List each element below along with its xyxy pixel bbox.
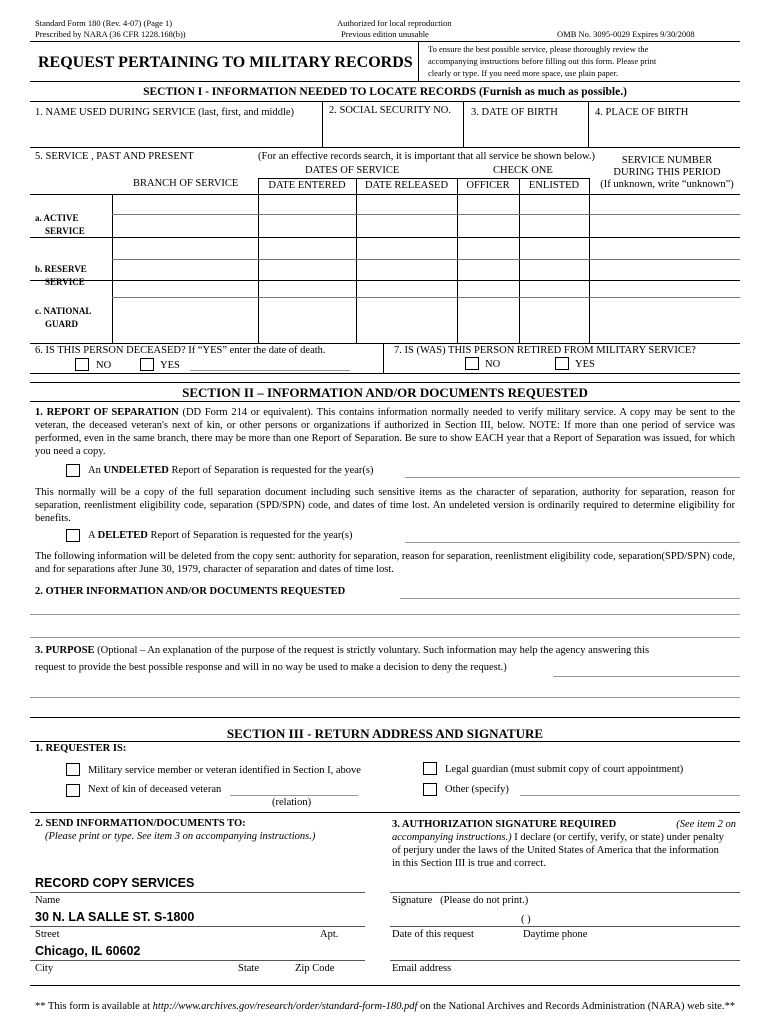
footer-note	[0, 1001, 770, 1012]
deleted-post: Report of Separation is requested for the year(s)	[147, 530, 353, 541]
field-pob-label: 4. PLACE OF BIRTH	[595, 107, 689, 118]
service-number-label	[594, 155, 740, 191]
row-active-service	[35, 212, 85, 238]
row-label-line1: a. ACTIVE	[35, 213, 79, 223]
instructions-note	[428, 43, 736, 79]
deceased-no-label: NO	[96, 360, 112, 371]
footer-post: on the National Archives and Records Administration (NARA) web site.**	[417, 1001, 735, 1012]
relation-label: (relation)	[272, 797, 312, 808]
death-date-input[interactable]	[190, 370, 350, 371]
apt-label: Apt.	[320, 929, 339, 940]
omb-number: OMB No. 3095-0029 Expires 9/30/2008	[557, 29, 695, 39]
street-label: Street	[35, 929, 60, 940]
undeleted-years-input[interactable]	[405, 477, 740, 478]
requester-kin-label: Next of kin of deceased veteran	[88, 784, 222, 795]
authorization-line-2: I declare (or certify, verify, or state) under penalty	[511, 832, 724, 843]
retired-yes-checkbox[interactable]	[555, 357, 569, 370]
deceased-yes-checkbox[interactable]	[140, 358, 154, 371]
send-to-note: (Please print or type. See item 3 on accompanying instructions.)	[45, 831, 316, 842]
footer-pre: ** This form is available at	[35, 1001, 153, 1012]
service-note: (For an effective records search, it is important that all service be shown below.)	[258, 151, 596, 162]
branch-label: BRANCH OF SERVICE	[133, 178, 239, 189]
row-label-line2: SERVICE	[45, 277, 85, 287]
service-number-line-2: DURING THIS PERIOD	[613, 167, 721, 178]
other-info-input-3[interactable]	[30, 637, 740, 638]
recipient-name-value[interactable]: RECORD COPY SERVICES	[35, 876, 195, 890]
undeleted-checkbox[interactable]	[66, 464, 80, 477]
signature-label	[392, 895, 528, 906]
purpose-heading: 3. PURPOSE	[35, 645, 95, 656]
row-label-line1: b. RESERVE	[35, 264, 87, 274]
authorization-line-4: in this Section III is true and correct.	[392, 858, 546, 869]
signature-input[interactable]	[392, 910, 740, 926]
retired-no-checkbox[interactable]	[465, 357, 479, 370]
deleted-note: The following information will be deleted from the copy sent: authority for separation, reason for separation, reenlistment eligibility code, separation(SPD/SPN) code, and for separations after June 30, 1979, character of separation and dates of time lost.	[35, 551, 735, 575]
retired-no-label: NO	[485, 359, 501, 370]
name-input[interactable]	[35, 126, 315, 144]
undeleted-bold: UNDELETED	[103, 465, 169, 476]
requester-member-checkbox[interactable]	[66, 763, 80, 776]
undeleted-post: Report of Separation is requested for the year(s)	[168, 465, 374, 476]
street-value[interactable]: 30 N. LA SALLE ST. S-1800	[35, 910, 195, 924]
form-id: Standard Form 180 (Rev. 4-07) (Page 1)	[35, 18, 173, 28]
purpose-text	[35, 645, 649, 656]
name-label: Name	[35, 895, 61, 906]
authorization-text	[392, 818, 736, 870]
dob-input[interactable]	[470, 126, 582, 144]
field-dob-label: 3. DATE OF BIRTH	[471, 107, 558, 118]
dates-of-service-label: DATES OF SERVICE	[305, 165, 400, 176]
requester-other-label: Other (specify)	[445, 784, 509, 795]
state-label: State	[238, 963, 259, 974]
signature-label-text: Signature	[392, 895, 433, 906]
row-label-line2: GUARD	[45, 319, 78, 329]
retired-yes-label: YES	[575, 359, 595, 370]
purpose-input-2[interactable]	[30, 697, 740, 698]
phone-label: Daytime phone	[523, 929, 588, 940]
other-info-label: 2. OTHER INFORMATION AND/OR DOCUMENTS REQUESTED	[35, 586, 346, 597]
purpose-text-2: request to provide the best possible response and will in no way be used to make a decision to deny the request.)	[35, 662, 507, 673]
section3-title: SECTION III - RETURN ADDRESS AND SIGNATURE	[226, 726, 544, 741]
authorization-line-3: of perjury under the laws of the United States of America that the information	[392, 845, 719, 856]
requester-guardian-label: Legal guardian (must submit copy of court appointment)	[445, 764, 684, 775]
authorization-heading: 3. AUTHORIZATION SIGNATURE REQUIRED	[392, 819, 617, 830]
phone-parens: ( )	[521, 914, 531, 925]
report-of-separation-heading: 1. REPORT OF SEPARATION	[35, 407, 179, 418]
deleted-label	[88, 530, 353, 541]
row-label-line1: c. NATIONAL	[35, 306, 92, 316]
signature-note: (Please do not print.)	[440, 895, 529, 906]
instructions-line-1: To ensure the best possible service, please thoroughly review the	[428, 44, 649, 54]
ssn-input[interactable]	[329, 126, 457, 144]
prescribed-text: Prescribed by NARA (36 CFR 1228.168(b))	[35, 29, 186, 39]
requester-other-checkbox[interactable]	[423, 783, 437, 796]
enlisted-header: ENLISTED	[528, 180, 580, 191]
requester-kin-checkbox[interactable]	[66, 784, 80, 797]
purpose-input-1[interactable]	[553, 676, 740, 677]
deceased-no-checkbox[interactable]	[75, 358, 89, 371]
undeleted-label	[88, 465, 374, 476]
section2-title: SECTION II – INFORMATION AND/OR DOCUMENTS REQUESTED	[182, 385, 588, 400]
service-number-line-3: (If unknown, write “unknown”)	[600, 179, 734, 190]
field-name-label: 1. NAME USED DURING SERVICE (last, first, and middle)	[35, 107, 295, 118]
instructions-line-2: accompanying instructions before filling out this form. Please print	[428, 56, 657, 66]
city-label: City	[35, 963, 54, 974]
service-number-line-1: SERVICE NUMBER	[621, 155, 713, 166]
check-one-label: CHECK ONE	[493, 165, 553, 176]
send-to-label: 2. SEND INFORMATION/DOCUMENTS TO:	[35, 818, 246, 829]
other-info-input-1[interactable]	[400, 598, 740, 599]
officer-header: OFFICER	[466, 180, 510, 191]
field-deceased-label: 6. IS THIS PERSON DECEASED? If “YES” enter the date of death.	[35, 345, 326, 356]
relation-input[interactable]	[230, 795, 358, 796]
date-entered-header: DATE ENTERED	[268, 180, 346, 191]
city-value[interactable]: Chicago, IL 60602	[35, 944, 141, 958]
undeleted-pre: An	[88, 465, 104, 476]
pob-input[interactable]	[595, 126, 735, 144]
authorized-text: Authorized for local reproduction	[337, 18, 452, 28]
email-input[interactable]	[392, 944, 740, 960]
deleted-years-input[interactable]	[405, 542, 740, 543]
email-label: Email address	[392, 963, 452, 974]
requester-label: 1. REQUESTER IS:	[35, 743, 127, 754]
zip-label: Zip Code	[295, 963, 335, 974]
row-label-line2: SERVICE	[45, 226, 85, 236]
field-retired-label: 7. IS (WAS) THIS PERSON RETIRED FROM MILITARY SERVICE?	[394, 345, 696, 356]
date-released-header: DATE RELEASED	[364, 180, 449, 191]
field-ssn-label: 2. SOCIAL SECURITY NO.	[329, 105, 452, 116]
footer-url[interactable]: http://www.archives.gov/research/order/standard-form-180.pdf	[152, 1001, 418, 1012]
deceased-yes-label: YES	[160, 360, 180, 371]
deleted-bold: DELETED	[97, 530, 148, 541]
deleted-pre: A	[88, 530, 98, 541]
other-info-input-2[interactable]	[30, 614, 740, 615]
purpose-body: (Optional – An explanation of the purpose of the request is strictly voluntary. Such information may help the agency answering this	[94, 645, 650, 656]
authorization-ref: (See item 2 on	[676, 819, 736, 830]
date-label: Date of this request	[392, 929, 474, 940]
previous-edition-text: Previous edition unusable	[341, 29, 429, 39]
field-service-label: 5. SERVICE , PAST AND PRESENT	[35, 151, 194, 162]
row-national-guard	[35, 305, 91, 331]
deleted-checkbox[interactable]	[66, 529, 80, 542]
report-of-separation-text	[35, 406, 735, 458]
requester-guardian-checkbox[interactable]	[423, 762, 437, 775]
authorization-line-1: accompanying instructions.)	[392, 832, 512, 843]
requester-member-label: Military service member or veteran identified in Section I, above	[88, 765, 361, 776]
undeleted-note: This normally will be a copy of the full separation document including such sensitive items as the character of separation, authority for separation, reason for separation, reenlistment eligibility code, separation (SPD/SPN) code, and dates of time lost. An undeleted version is ordinarily required to determine eligibility for benefits.	[35, 487, 735, 524]
section1-title: SECTION I - INFORMATION NEEDED TO LOCATE RECORDS (Furnish as much as possible.)	[143, 86, 627, 98]
instructions-line-3: clearly or type. If you need more space, use plain paper.	[428, 68, 618, 78]
row-reserve-service	[35, 263, 87, 289]
form-title: REQUEST PERTAINING TO MILITARY RECORDS	[38, 54, 413, 71]
report-of-separation-body: (DD Form 214 or equivalent). This contains information normally needed to verify military service. A copy may be sent to the veteran, the deceased veteran's next of kin, or other persons or organizations if authorized in Section III, below. NOTE: If more than one period of service was performed, even in the same branch, there may be more than one Report of Separation. Be sure to show EACH year that a Report of Separation was issued, for which you need a copy.	[35, 407, 735, 457]
other-specify-input[interactable]	[520, 795, 740, 796]
